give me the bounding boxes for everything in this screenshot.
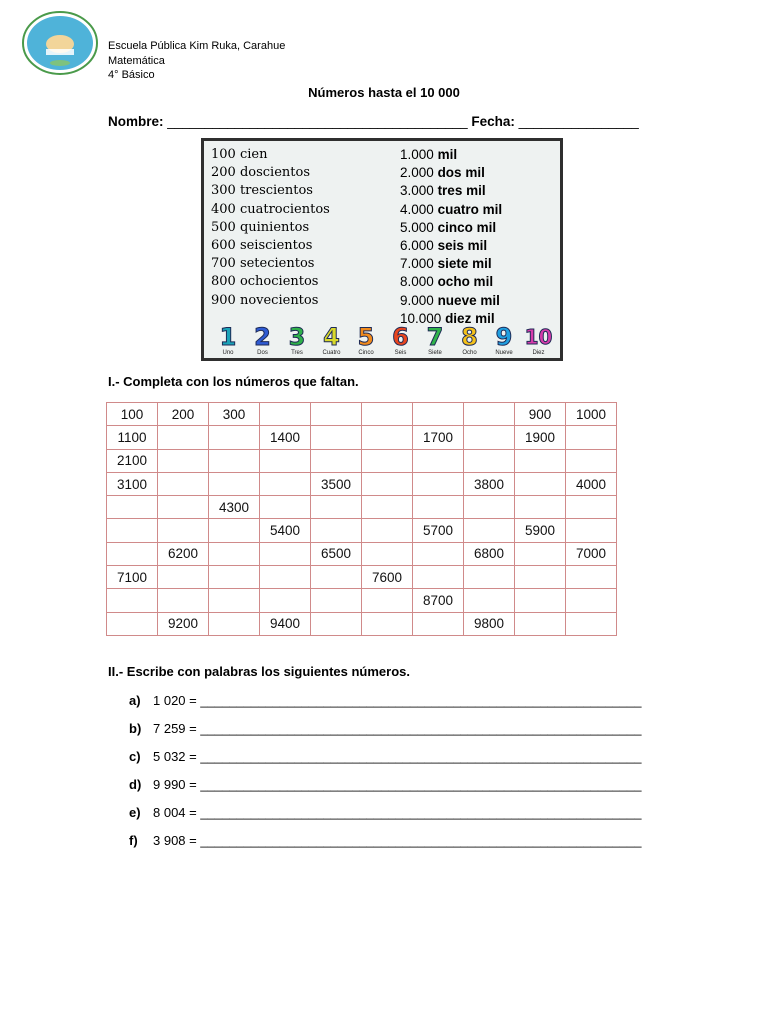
grid-cell: 9200 xyxy=(158,612,209,635)
thousands-word: cinco mil xyxy=(437,219,497,235)
thousands-number: 3.000 xyxy=(400,183,434,199)
digit-7 xyxy=(419,325,451,357)
thousands-item xyxy=(400,255,502,273)
grid-cell[interactable] xyxy=(464,589,515,612)
hundreds-item: 800 ochocientos xyxy=(211,274,319,290)
grid-row xyxy=(107,472,617,495)
grid-cell[interactable] xyxy=(515,472,566,495)
grid-cell[interactable] xyxy=(362,589,413,612)
grid-cell[interactable] xyxy=(362,472,413,495)
grid-cell[interactable] xyxy=(209,519,260,542)
grid-cell: 5900 xyxy=(515,519,566,542)
exercise-item xyxy=(129,747,641,775)
grid-cell[interactable] xyxy=(209,542,260,565)
digit-glyph: 8 xyxy=(461,323,478,351)
thousands-number: 5.000 xyxy=(400,219,434,235)
word-exercise-list xyxy=(129,691,641,859)
number-grid xyxy=(106,402,617,636)
thousands-number: 7.000 xyxy=(400,256,434,272)
digit-word: Dos xyxy=(257,350,268,356)
digit-glyph: 2 xyxy=(254,323,271,351)
answer-line[interactable]: _____________________________________________________________ xyxy=(200,805,642,820)
grid-row xyxy=(107,542,617,565)
digit-4 xyxy=(316,325,348,357)
grid-cell: 200 xyxy=(158,403,209,426)
grid-cell[interactable] xyxy=(515,589,566,612)
digit-word: Cinco xyxy=(358,350,374,356)
answer-line[interactable]: _____________________________________________________________ xyxy=(200,833,642,848)
grid-cell[interactable] xyxy=(209,426,260,449)
grid-cell: 1900 xyxy=(515,426,566,449)
grid-cell[interactable] xyxy=(362,519,413,542)
thousands-item xyxy=(400,201,502,219)
grid-cell: 7000 xyxy=(566,542,617,565)
digit-glyph: 5 xyxy=(357,323,375,351)
digit-6 xyxy=(385,325,417,357)
grid-cell[interactable] xyxy=(209,566,260,589)
hundreds-item: 900 novecientos xyxy=(211,292,319,308)
thousands-number: 2.000 xyxy=(400,165,434,181)
subject-label: Matemática xyxy=(108,54,165,67)
hundreds-item: 200 doscientos xyxy=(211,165,310,181)
item-equals: = xyxy=(189,805,197,820)
grid-cell[interactable] xyxy=(413,542,464,565)
digit-glyph: 1 xyxy=(219,323,237,351)
grid-cell[interactable] xyxy=(311,426,362,449)
grid-cell[interactable] xyxy=(158,496,209,519)
item-number: 8 004 xyxy=(153,805,186,820)
grid-cell: 6500 xyxy=(311,542,362,565)
hundreds-item: 100 cien xyxy=(211,147,268,162)
grid-cell[interactable] xyxy=(158,566,209,589)
digit-1 xyxy=(212,325,244,357)
digit-glyph: 7 xyxy=(426,323,444,351)
thousands-item xyxy=(400,237,502,255)
thousands-word: seis mil xyxy=(437,238,488,254)
digit-word: Tres xyxy=(291,350,303,356)
grid-cell[interactable] xyxy=(260,496,311,519)
grid-cell: 7600 xyxy=(362,566,413,589)
grid-cell: 1400 xyxy=(260,426,311,449)
grid-cell[interactable] xyxy=(464,566,515,589)
grid-cell[interactable] xyxy=(515,612,566,635)
thousands-item xyxy=(400,146,502,164)
grid-cell[interactable] xyxy=(464,449,515,472)
item-number: 7 259 xyxy=(153,721,186,736)
item-equals: = xyxy=(189,833,197,848)
grid-cell: 5700 xyxy=(413,519,464,542)
grid-cell[interactable] xyxy=(566,496,617,519)
hundreds-item: 500 quinientos xyxy=(211,219,310,235)
grid-cell[interactable] xyxy=(158,519,209,542)
thousands-item xyxy=(400,292,502,310)
thousands-number: 4.000 xyxy=(400,201,434,217)
grid-cell[interactable] xyxy=(209,589,260,612)
digit-word: Nueve xyxy=(495,350,513,356)
thousands-list xyxy=(400,146,502,328)
name-date-line xyxy=(108,114,639,129)
grid-cell[interactable] xyxy=(566,449,617,472)
digit-word: Uno xyxy=(222,350,234,356)
hundreds-item: 700 setecientos xyxy=(211,256,315,272)
digit-word: Seis xyxy=(394,350,407,356)
number-reference-chart xyxy=(201,138,563,361)
grid-cell[interactable] xyxy=(413,566,464,589)
hundreds-item: 300 trescientos xyxy=(211,183,313,199)
item-label: c) xyxy=(129,749,141,764)
item-number: 1 020 xyxy=(153,693,186,708)
grid-cell[interactable] xyxy=(311,449,362,472)
digit-10 xyxy=(523,325,555,357)
digit-5 xyxy=(350,325,382,357)
grid-cell[interactable] xyxy=(158,472,209,495)
grid-cell: 8700 xyxy=(413,589,464,612)
grid-cell[interactable] xyxy=(311,589,362,612)
thousands-word: dos mil xyxy=(437,165,485,181)
item-number: 5 032 xyxy=(153,749,186,764)
grid-cell[interactable] xyxy=(158,426,209,449)
grid-cell: 1700 xyxy=(413,426,464,449)
grid-cell[interactable] xyxy=(362,426,413,449)
answer-line[interactable]: _____________________________________________________________ xyxy=(200,721,642,736)
answer-line[interactable]: _____________________________________________________________ xyxy=(200,777,642,792)
exercise-item xyxy=(129,691,641,719)
grid-cell[interactable] xyxy=(413,612,464,635)
thousands-item xyxy=(400,219,502,237)
grid-cell[interactable] xyxy=(515,566,566,589)
thousands-word: mil xyxy=(437,147,458,162)
grid-cell[interactable] xyxy=(413,403,464,426)
grid-cell: 100 xyxy=(107,403,158,426)
school-header xyxy=(108,39,285,83)
grid-cell[interactable] xyxy=(413,449,464,472)
item-equals: = xyxy=(189,693,197,708)
grid-cell: 7100 xyxy=(107,566,158,589)
grid-cell: 4300 xyxy=(209,496,260,519)
colorful-digits-row xyxy=(212,325,557,359)
grid-cell[interactable] xyxy=(464,519,515,542)
digit-glyph: 6 xyxy=(392,323,409,351)
grid-cell[interactable] xyxy=(311,566,362,589)
grid-cell[interactable] xyxy=(209,449,260,472)
grid-row xyxy=(107,403,617,426)
thousands-number: 1.000 xyxy=(400,147,434,162)
exercise-item xyxy=(129,719,641,747)
thousands-number: 9.000 xyxy=(400,292,434,308)
section1-heading: I.- Completa con los números que faltan. xyxy=(108,374,359,389)
grid-cell: 6800 xyxy=(464,542,515,565)
grid-row xyxy=(107,496,617,519)
digit-glyph: 3 xyxy=(288,323,306,351)
grid-cell[interactable] xyxy=(260,449,311,472)
digit-glyph: 4 xyxy=(323,323,340,351)
item-label: a) xyxy=(129,693,141,708)
thousands-number: 6.000 xyxy=(400,238,434,254)
item-label: f) xyxy=(129,833,138,848)
thousands-item xyxy=(400,273,502,291)
grid-cell[interactable] xyxy=(107,589,158,612)
grid-cell[interactable] xyxy=(158,589,209,612)
exercise-item xyxy=(129,803,641,831)
grid-cell[interactable] xyxy=(107,496,158,519)
grid-cell[interactable] xyxy=(260,566,311,589)
digit-2 xyxy=(247,325,279,357)
grade-label: 4° Básico xyxy=(108,69,155,81)
grid-cell[interactable] xyxy=(566,426,617,449)
digit-glyph: 9 xyxy=(495,323,513,351)
grid-cell[interactable] xyxy=(209,472,260,495)
grid-cell[interactable] xyxy=(464,496,515,519)
grid-cell[interactable] xyxy=(362,542,413,565)
name-label: Nombre: xyxy=(108,114,164,129)
grid-cell: 4000 xyxy=(566,472,617,495)
grid-cell[interactable] xyxy=(464,426,515,449)
grid-cell[interactable] xyxy=(515,542,566,565)
grid-cell[interactable] xyxy=(362,496,413,519)
grid-row xyxy=(107,519,617,542)
grid-row xyxy=(107,426,617,449)
school-name: Escuela Pública Kim Ruka, Carahue xyxy=(108,40,286,52)
grid-cell[interactable] xyxy=(566,589,617,612)
grid-cell: 6200 xyxy=(158,542,209,565)
grid-cell[interactable] xyxy=(260,589,311,612)
digit-8 xyxy=(454,325,486,357)
grid-cell[interactable] xyxy=(311,496,362,519)
grid-cell[interactable] xyxy=(311,519,362,542)
grid-cell[interactable] xyxy=(566,612,617,635)
section2-heading: II.- Escribe con palabras los siguientes números. xyxy=(108,664,410,679)
digit-word: Cuatro xyxy=(322,350,341,356)
grid-cell[interactable] xyxy=(413,472,464,495)
grid-cell[interactable] xyxy=(362,612,413,635)
grid-cell[interactable] xyxy=(515,496,566,519)
digit-9 xyxy=(488,325,520,357)
grid-cell: 5400 xyxy=(260,519,311,542)
grid-cell[interactable] xyxy=(311,612,362,635)
grid-cell: 300 xyxy=(209,403,260,426)
grid-cell[interactable] xyxy=(362,403,413,426)
grid-cell[interactable] xyxy=(515,449,566,472)
grid-cell[interactable] xyxy=(566,566,617,589)
grid-cell[interactable] xyxy=(260,542,311,565)
hundreds-item: 600 seiscientos xyxy=(211,238,313,254)
answer-line[interactable]: _____________________________________________________________ xyxy=(200,693,642,708)
digit-word: Diez xyxy=(532,350,545,356)
grid-cell[interactable] xyxy=(566,519,617,542)
grid-cell: 3500 xyxy=(311,472,362,495)
grid-cell: 2100 xyxy=(107,449,158,472)
grid-cell: 900 xyxy=(515,403,566,426)
grid-cell[interactable] xyxy=(209,612,260,635)
grid-cell[interactable] xyxy=(311,403,362,426)
digit-word: Siete xyxy=(428,350,442,356)
hundreds-item: 400 cuatrocientos xyxy=(211,201,330,217)
grid-cell[interactable] xyxy=(107,612,158,635)
exercise-item xyxy=(129,775,641,803)
school-logo xyxy=(22,11,98,75)
answer-line[interactable]: _____________________________________________________________ xyxy=(200,749,642,764)
thousands-word: cuatro mil xyxy=(437,201,503,217)
item-label: e) xyxy=(129,805,141,820)
grid-cell: 9400 xyxy=(260,612,311,635)
grid-cell: 1000 xyxy=(566,403,617,426)
grid-cell[interactable] xyxy=(107,542,158,565)
date-field[interactable]: ________________ xyxy=(518,114,639,129)
grid-cell[interactable] xyxy=(107,519,158,542)
hundreds-list xyxy=(211,146,330,310)
thousands-word: diez mil xyxy=(445,310,495,326)
thousands-word: nueve mil xyxy=(437,292,500,308)
grid-cell: 3800 xyxy=(464,472,515,495)
thousands-item xyxy=(400,182,502,200)
digit-glyph: 10 xyxy=(524,325,553,349)
grid-cell[interactable] xyxy=(362,449,413,472)
grid-cell[interactable] xyxy=(158,449,209,472)
grid-cell: 9800 xyxy=(464,612,515,635)
digit-word: Ocho xyxy=(462,350,477,356)
name-field[interactable]: ________________________________________ xyxy=(167,114,468,129)
item-number: 9 990 xyxy=(153,777,186,792)
item-label: b) xyxy=(129,721,142,736)
worksheet-title: Números hasta el 10 000 xyxy=(308,85,460,100)
item-number: 3 908 xyxy=(153,833,186,848)
item-label: d) xyxy=(129,777,142,792)
grid-cell[interactable] xyxy=(464,403,515,426)
item-equals: = xyxy=(189,749,197,764)
date-label: Fecha: xyxy=(471,114,515,129)
item-equals: = xyxy=(189,777,197,792)
grid-row xyxy=(107,566,617,589)
grid-cell: 3100 xyxy=(107,472,158,495)
digit-3 xyxy=(281,325,313,357)
grid-row xyxy=(107,449,617,472)
item-equals: = xyxy=(189,721,197,736)
grid-cell: 1100 xyxy=(107,426,158,449)
thousands-number: 8.000 xyxy=(400,274,434,290)
thousands-word: tres mil xyxy=(437,183,486,199)
grid-cell[interactable] xyxy=(413,496,464,519)
thousands-item xyxy=(400,164,502,182)
grid-cell[interactable] xyxy=(260,403,311,426)
grid-cell[interactable] xyxy=(260,472,311,495)
exercise-item xyxy=(129,831,641,859)
thousands-word: siete mil xyxy=(437,256,492,272)
grid-row xyxy=(107,612,617,635)
thousands-number: 10.000 xyxy=(400,310,442,326)
grid-row xyxy=(107,589,617,612)
thousands-word: ocho mil xyxy=(437,274,494,290)
